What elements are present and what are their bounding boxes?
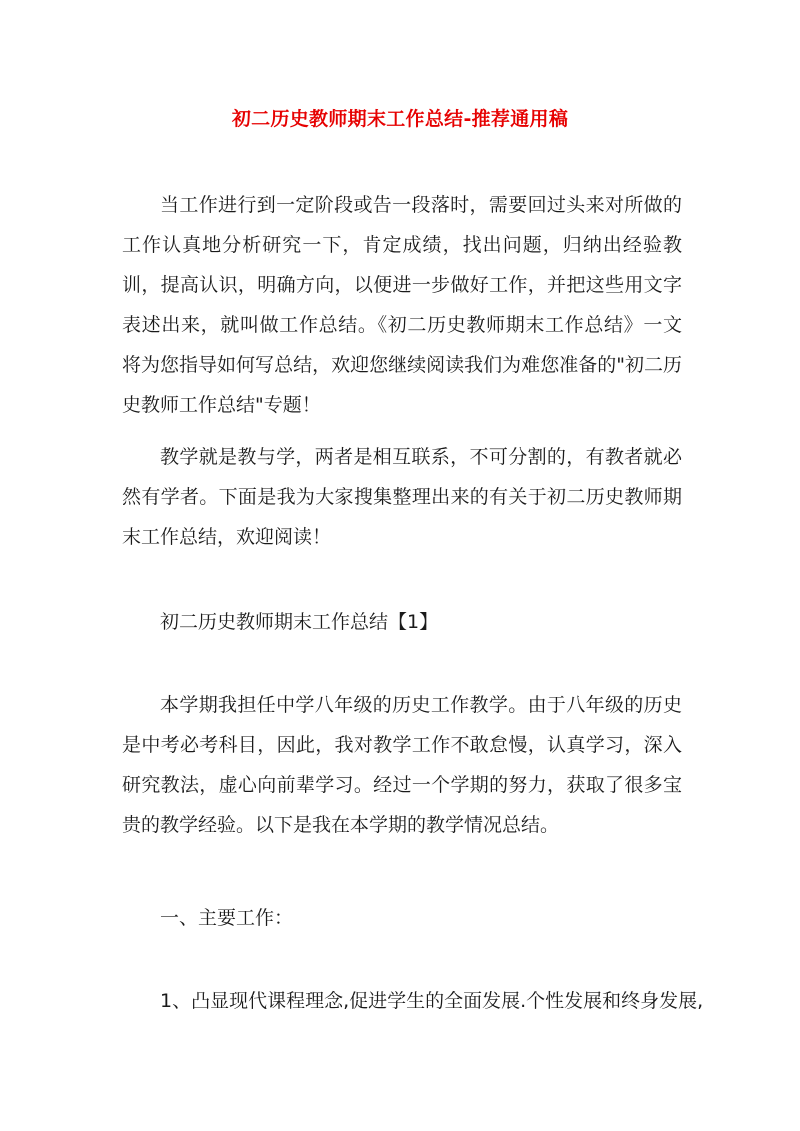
body-paragraph: 本学期我担任中学八年级的历史工作教学。由于八年级的历史是中考必考科目，因此，我对教学工作不敢怠慢，认真学习，深入研究教法，虚心向前辈学习。经过一个学期的努力，获取了很多宝贵的教学经验。以下是我在本学期的教学情况总结。 [122,694,682,836]
subheading-main-work: 一、主要工作： [160,907,294,929]
document-title: 初二历史教师期末工作总结-推荐通用稿 [231,108,569,130]
second-paragraph: 教学就是教与学，两者是相互联系，不可分割的，有教者就必然有学者。下面是我为大家搜集整理出来的有关于初二历史教师期末工作总结，欢迎阅读！ [122,446,682,548]
section-heading: 初二历史教师期末工作总结【1】 [160,611,439,633]
intro-paragraph: 当工作进行到一定阶段或告一段落时，需要回过头来对所做的工作认真地分析研究一下，肯定成绩，找出问题，归纳出经验教训，提高认识，明确方向，以便进一步做好工作，并把这些用文字表述出来，就叫做工作总结。《初二历史教师期末工作总结》一文将为您指导如何写总结，欢迎您继续阅读我们为难您准备的"初二历史教师工作总结"专题！ [122,194,682,416]
list-item-1: 1、凸显现代课程理念,促进学生的全面发展.个性发展和终身发展, [160,990,704,1012]
